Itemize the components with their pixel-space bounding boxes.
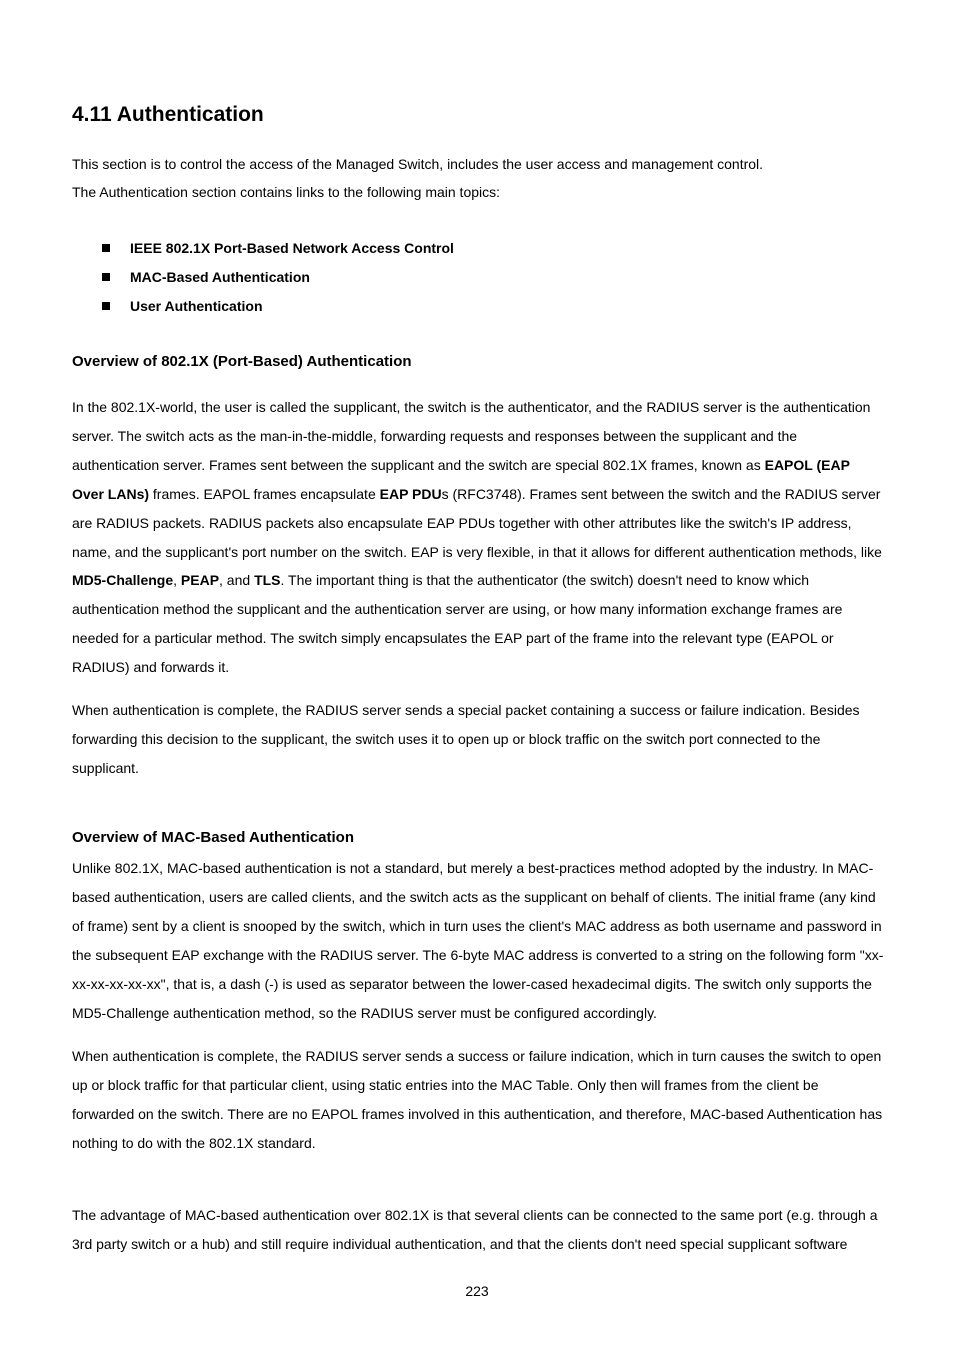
topic-item xyxy=(72,234,454,263)
bold-term: EAP PDU xyxy=(379,485,442,502)
text-run: , and xyxy=(219,572,255,589)
intro xyxy=(72,150,884,206)
square-bullet-icon xyxy=(102,244,110,252)
paragraph-8021x-1 xyxy=(72,393,884,682)
paragraph-mac-3: The advantage of MAC-based authentication over 802.1X is that several clients can be connected to the same port (e.g. through a 3rd party switch or a hub) and still require individual authentication, and that the clients don't need special supplicant software xyxy=(72,1207,878,1252)
heading-mac-overview: Overview of MAC-Based Authentication xyxy=(72,829,354,846)
topic-item xyxy=(72,292,454,321)
paragraph-mac-1: Unlike 802.1X, MAC-based authentication is not a standard, but merely a best-practices method adopted by the industry. In MAC-based authentication, users are called clients, and the switch acts as the supplicant on behalf of clients. The initial frame (any kind of frame) sent by a client is snooped by the switch, which in turn uses the client's MAC address as both username and password in the subsequent EAP exchange with the RADIUS server. The 6-byte MAC address is converted to a string on the following form "xx-xx-xx-xx-xx-xx", that is, a dash (-) is used as separator between the lower-cased hexadecimal digits. The switch only supports the MD5-Challenge authentication method, so the RADIUS server must be configured accordingly. xyxy=(72,860,884,1021)
square-bullet-icon xyxy=(102,302,110,310)
topic-item xyxy=(72,263,454,292)
text-run: , xyxy=(173,572,181,589)
bold-term: PEAP xyxy=(180,572,220,589)
topic-label: MAC-Based Authentication xyxy=(130,269,310,285)
heading-8021x-overview: Overview of 802.1X (Port-Based) Authentication xyxy=(72,353,412,370)
paragraph-8021x-2: When authentication is complete, the RADIUS server sends a special packet containing a success or failure indication. Besides forwarding this decision to the supplicant, the switch uses it to open up or block traffic on the switch port connected to the supplicant. xyxy=(72,702,860,776)
intro-line-1: This section is to control the access of the Managed Switch, includes the user access and management control. xyxy=(72,156,764,172)
paragraph-mac-2: When authentication is complete, the RADIUS server sends a success or failure indication, which in turn causes the switch to open up or block traffic for that particular client, using static entries into the MAC Table. Only then will frames from the client be forwarded on the switch. There are no EAPOL frames involved in this authentication, and therefore, MAC-based Authentication has nothing to do with the 802.1X standard. xyxy=(72,1048,883,1151)
text-run: In the 802.1X-world, the user is called the supplicant, the switch is the authenticator, and the RADIUS server is the authentication server. The switch acts as the man-in-the-middle, forwarding requests and responses between the supplicant and the authentication server. Frames sent between the supplicant and the switch are special 802.1X frames, known as xyxy=(72,399,871,473)
bold-term: EAPOL (EAP Over LANs) xyxy=(72,456,850,502)
text-run: . The important thing is that the authenticator (the switch) doesn't need to know which authentication method the supplicant and the authentication server are using, or how many information exchange frames are needed for a particular method. The switch simply encapsulates the EAP part of the frame into the relevant type (EAPOL or RADIUS) and forwards it. xyxy=(72,572,843,676)
section-title: 4.11 Authentication xyxy=(72,103,264,126)
topic-label: User Authentication xyxy=(130,298,263,314)
page-number: 223 xyxy=(465,1283,489,1299)
topic-list xyxy=(72,234,454,321)
bold-term: MD5-Challenge xyxy=(72,572,174,589)
intro-line-2: The Authentication section contains links to the following main topics: xyxy=(72,184,501,200)
square-bullet-icon xyxy=(102,273,110,281)
text-run: s (RFC3748). Frames sent between the switch and the RADIUS server are RADIUS packets. RADIUS packets also encapsulate EAP PDUs together with other attributes like the switch's IP address, name, and the supplicant's port number on the switch. EAP is very flexible, in that it allows for different authentication methods, like xyxy=(72,485,882,560)
topic-label: IEEE 802.1X Port-Based Network Access Control xyxy=(130,240,454,256)
text-run: frames. EAPOL frames encapsulate xyxy=(149,485,380,502)
bold-term: TLS xyxy=(254,572,281,589)
